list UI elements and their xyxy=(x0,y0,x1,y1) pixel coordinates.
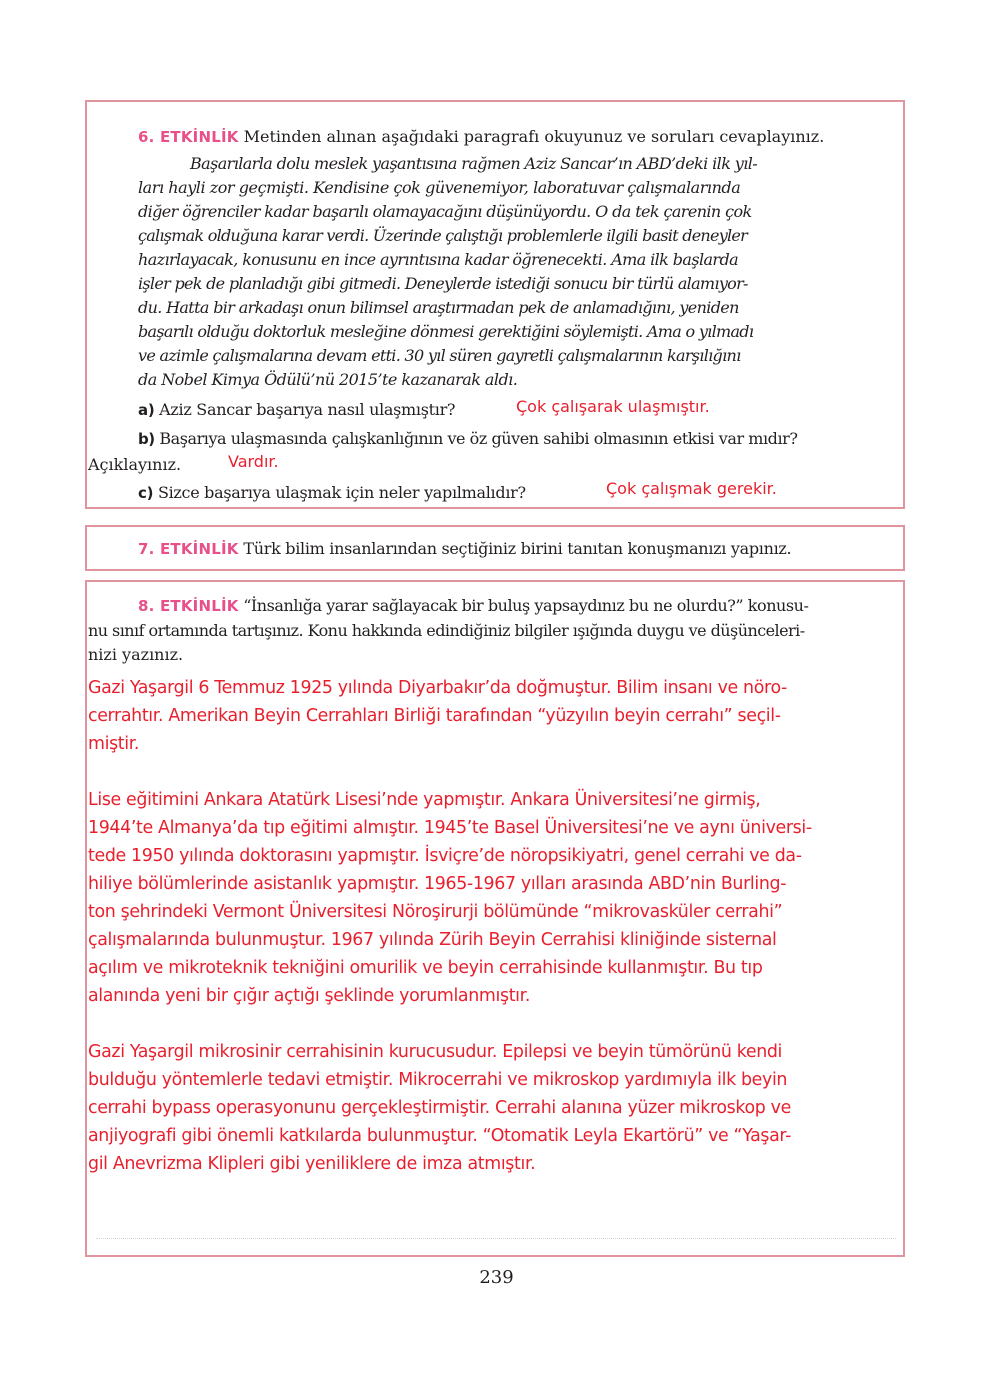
passage-line: başarılı olduğu doktorluk mesleğine dönmesi gerektiğini söylemişti. Ama o yılmadı xyxy=(138,322,754,341)
answer-line: Gazi Yaşargil mikrosinir cerrahisinin kurucusudur. Epilepsi ve beyin tümörünü kendi xyxy=(88,1042,783,1062)
passage-line: çalışmak olduğuna karar verdi. Üzerinde çalıştığı problemlerle ilgili basit deneyler xyxy=(138,226,747,245)
passage-line: ve azimle çalışmalarına devam etti. 30 yıl süren gayretli çalışmalarının karşılığını xyxy=(138,346,741,365)
answer-line: tede 1950 yılında doktorasını yapmıştır. İsviçre’de nöropsikiyatri, genel cerrahi ve da- xyxy=(88,846,802,866)
answer-line: ton şehrindeki Vermont Üniversitesi Nöroşirurji bölümünde “mikrovasküler cerrahi” xyxy=(88,902,783,922)
passage-line: du. Hatta bir arkadaşı onun bilimsel araştırmadan pek de anlamadığını, yeniden xyxy=(138,298,739,317)
answer-line: Lise eğitimini Ankara Atatürk Lisesi’nde yapmıştır. Ankara Üniversitesi’ne girmiş, xyxy=(88,790,761,810)
question-c-text: Sizce başarıya ulaşmak için neler yapılmalıdır? xyxy=(153,483,526,502)
activity-6-instruction: Metinden alınan aşağıdaki paragrafı okuyunuz ve soruları cevaplayınız. xyxy=(238,127,825,146)
answer-line: 1944’te Almanya’da tıp eğitimi almıştır. 1945’te Basel Üniversitesi’ne ve aynı üniversi- xyxy=(88,818,812,838)
answer-line: alanında yeni bir çığır açtığı şeklinde yorumlanmıştır. xyxy=(88,986,531,1006)
answer-b: Vardır. xyxy=(228,452,279,471)
answer-line: bulduğu yöntemlerle tedavi etmiştir. Mikrocerrahi ve mikroskop yardımıyla ilk beyin xyxy=(88,1070,788,1090)
question-a-text: Aziz Sancar başarıya nasıl ulaşmıştır? xyxy=(154,400,456,419)
answer-line: açılım ve mikroteknik tekniğini omurilik ve beyin cerrahisinde kullanmıştır. Bu tıp xyxy=(88,958,763,978)
answer-c: Çok çalışmak gerekir. xyxy=(606,479,777,498)
answer-a: Çok çalışarak ulaşmıştır. xyxy=(516,397,710,416)
activity-6-label: 6. ETKİNLİK xyxy=(138,128,239,146)
answer-line: cerrahtır. Amerikan Beyin Cerrahları Birliği tarafından “yüzyılın beyin cerrahı” seçil- xyxy=(88,706,781,726)
question-c-label: c) xyxy=(138,484,154,502)
activity-7-label: 7. ETKİNLİK xyxy=(138,540,239,558)
activity-8-heading xyxy=(138,596,808,615)
question-b-continuation: Açıklayınız. xyxy=(88,455,182,474)
passage-line: ları hayli zor geçmişti. Kendisine çok güvenemiyor, laboratuvar çalışmalarında xyxy=(138,178,741,197)
question-c xyxy=(138,483,526,502)
answer-line: Gazi Yaşargil 6 Temmuz 1925 yılında Diyarbakır’da doğmuştur. Bilim insanı ve nöro- xyxy=(88,678,787,698)
passage-line: da Nobel Kimya Ödülü’nü 2015’te kazanarak aldı. xyxy=(138,370,518,389)
question-a xyxy=(138,400,455,419)
passage-line: Başarılarla dolu meslek yaşantısına rağmen Aziz Sancar’ın ABD’deki ilk yıl- xyxy=(190,154,758,173)
writing-guide-line xyxy=(96,1238,896,1239)
answer-line: anjiyografi gibi önemli katkılarda bulunmuştur. “Otomatik Leyla Ekartörü” ve “Yaşar- xyxy=(88,1126,792,1146)
activity-7-heading xyxy=(138,539,791,558)
question-b-text: Başarıya ulaşmasında çalışkanlığının ve öz güven sahibi olmasının etkisi var mıdır? xyxy=(154,429,798,448)
passage-line: işler pek de planladığı gibi gitmedi. Deneylerde istediği sonucu bir türlü alamıyor- xyxy=(138,274,748,293)
answer-line: hiliye bölümlerinde asistanlık yapmıştır. 1965-1967 yılları arasında ABD’nin Burling- xyxy=(88,874,787,894)
activity-8-instruction-line: nizi yazınız. xyxy=(88,645,184,664)
question-b xyxy=(138,429,797,448)
answer-line: gil Anevrizma Klipleri gibi yeniliklere de imza atmıştır. xyxy=(88,1154,536,1174)
page-number: 239 xyxy=(479,1267,514,1288)
activity-6-heading xyxy=(138,127,824,146)
answer-line: cerrahi bypass operasyonunu gerçekleştirmiştir. Cerrahi alanına yüzer mikroskop ve xyxy=(88,1098,791,1118)
question-a-label: a) xyxy=(138,401,155,419)
activity-8-label: 8. ETKİNLİK xyxy=(138,597,239,615)
passage-line: hazırlayacak, konusunu en ince ayrıntısına kadar öğrenecekti. Ama ilk başlarda xyxy=(138,250,739,269)
activity-8-instruction: “İnsanlığa yarar sağlayacak bir buluş yapsaydınız bu ne olurdu?” konusu- xyxy=(238,596,809,615)
answer-line: çalışmalarında bulunmuştur. 1967 yılında Zürih Beyin Cerrahisi kliniğinde sisternal xyxy=(88,930,777,950)
activity-7-instruction: Türk bilim insanlarından seçtiğiniz birini tanıtan konuşmanızı yapınız. xyxy=(238,539,792,558)
answer-line: miştir. xyxy=(88,734,140,754)
activity-8-instruction-line: nu sınıf ortamında tartışınız. Konu hakkında edindiğiniz bilgiler ışığında duygu ve düşünceleri- xyxy=(88,621,805,640)
question-b-label: b) xyxy=(138,430,155,448)
passage-line: diğer öğrenciler kadar başarılı olamayacağını düşünüyordu. O da tek çarenin çok xyxy=(138,202,752,221)
